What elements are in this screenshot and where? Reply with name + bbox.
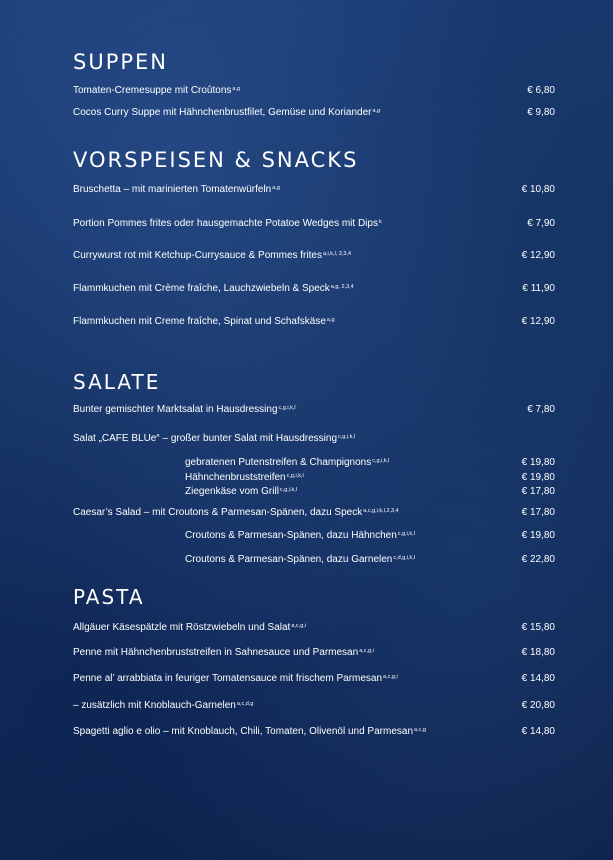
allergen-codes: a,g <box>232 86 241 92</box>
item-price: € 22,80 <box>521 554 555 565</box>
item-name: Caesar’s Salad – mit Croutons & Parmesan-Spänen, dazu Speck$^{a,c,g,i,k,l,2,3,4}$ <box>73 507 399 518</box>
item-name: Ziegenkäse vom Grill$^{c,g,i,k,l}$ <box>185 486 298 497</box>
item-price: € 12,90 <box>521 250 555 261</box>
allergen-codes: a,c,g,i <box>383 674 398 680</box>
item-price: € 10,80 <box>521 184 555 195</box>
allergen-codes: c,g,i,k,l <box>372 458 390 464</box>
item-name: Penne al’ arrabbiata in feuriger Tomatensauce mit frischem Parmesan$^{a,c,g,i}$ <box>73 673 398 684</box>
menu-item <box>73 471 555 485</box>
item-price: € 14,80 <box>521 673 555 684</box>
item-price: € 6,80 <box>527 85 555 96</box>
allergen-codes: a,c,g,i <box>291 623 307 629</box>
item-name: Tomaten-Cremesuppe mit Croûtons$^{a,g}$ <box>73 85 241 96</box>
item-name: Spagetti aglio e olio – mit Knoblauch, Chili, Tomaten, Olivenöl und Parmesan$^{a,c,g}$ <box>73 726 426 737</box>
allergen-codes: a,i,k,l, 2,3,4 <box>322 251 352 257</box>
menu-item <box>73 725 555 739</box>
section-title-vorspeisen: VORSPEISEN & SNACKS <box>73 148 359 172</box>
menu-item <box>73 699 555 713</box>
menu-item <box>73 183 555 197</box>
menu-item <box>73 506 555 520</box>
menu-item <box>73 217 555 231</box>
allergen-codes: c,g,i,k,l <box>278 405 296 411</box>
section-title-pasta: PASTA <box>73 585 145 609</box>
menu-item <box>73 672 555 686</box>
item-price: € 9,80 <box>527 107 555 118</box>
menu-item <box>73 646 555 660</box>
item-name: Croutons & Parmesan-Spänen, dazu Garnelen$^{c,d,g,i,k,l}$ <box>185 554 416 565</box>
section-title-salate: SALATE <box>73 370 161 394</box>
item-name: – zusätzlich mit Knoblauch-Garnelen$^{a,c,d,g}$ <box>73 700 254 711</box>
item-name: Portion Pommes frites oder hausgemachte Potatoe Wedges mit Dips$^k$ <box>73 218 382 229</box>
item-price: € 19,80 <box>521 457 555 468</box>
item-price: € 11,90 <box>522 283 555 294</box>
allergen-codes: a,c,g <box>414 727 426 733</box>
allergen-codes: k <box>378 219 382 225</box>
item-price: € 15,80 <box>521 622 555 633</box>
item-price: € 17,80 <box>521 486 555 497</box>
allergen-codes: a,c,g,i <box>359 648 374 654</box>
menu-item <box>73 106 555 120</box>
menu-item <box>73 553 555 567</box>
menu-item <box>73 432 555 446</box>
allergen-codes: c,g,i,k,l <box>286 473 304 479</box>
item-name: Flammkuchen mit Crème fraîche, Lauchzwiebeln & Speck$^{a,g, 2,3,4}$ <box>73 283 354 294</box>
item-name: Bruschetta – mit marinierten Tomatenwürfeln$^{a,g}$ <box>73 184 280 195</box>
allergen-codes: c,g,i,k,l <box>338 434 356 440</box>
section-title-suppen: SUPPEN <box>73 50 169 74</box>
menu-item <box>73 249 555 263</box>
menu-item <box>73 315 555 329</box>
item-name: Currywurst rot mit Ketchup-Currysauce & Pommes frites$^{a,i,k,l, 2,3,4}$ <box>73 250 352 261</box>
allergen-codes: c,g,i,k,l <box>397 531 415 537</box>
item-name: gebratenen Putenstreifen & Champignons$^{c,g,i,k,l}$ <box>185 457 390 468</box>
allergen-codes: a,c,g,i,k,l,2,3,4 <box>363 508 399 514</box>
item-price: € 18,80 <box>521 647 555 658</box>
item-price: € 7,90 <box>527 218 555 229</box>
menu-item <box>73 621 555 635</box>
item-price: € 19,80 <box>521 472 555 483</box>
item-name: Allgäuer Käsespätzle mit Röstzwiebeln und Salat$^{a,c,g,i}$ <box>73 622 307 633</box>
menu-item <box>73 529 555 543</box>
allergen-codes: a,g <box>272 185 280 191</box>
item-price: € 17,80 <box>521 507 555 518</box>
item-name: Flammkuchen mit Creme fraîche, Spinat und Schafskäse$^{a,g}$ <box>73 316 335 327</box>
item-price: € 19,80 <box>521 530 555 541</box>
item-name: Bunter gemischter Marktsalat in Hausdressing$^{c,g,i,k,l}$ <box>73 404 296 415</box>
allergen-codes: c,g,i,k,l <box>279 487 298 493</box>
menu-item <box>73 84 555 98</box>
allergen-codes: a,g, 2,3,4 <box>330 284 354 290</box>
allergen-codes: a,g <box>372 108 381 114</box>
allergen-codes: c,d,g,i,k,l <box>393 555 416 561</box>
menu-item <box>73 282 555 296</box>
item-name: Croutons & Parmesan-Spänen, dazu Hähnchen$^{c,g,i,k,l}$ <box>185 530 415 541</box>
item-price: € 14,80 <box>521 726 555 737</box>
item-name: Cocos Curry Suppe mit Hähnchenbrustfilet, Gemüse und Koriander$^{a,g}$ <box>73 107 381 118</box>
item-price: € 20,80 <box>521 700 555 711</box>
item-name: Penne mit Hähnchenbruststreifen in Sahnesauce und Parmesan$^{a,c,g,i}$ <box>73 647 374 658</box>
menu-item <box>73 485 555 499</box>
item-price: € 12,90 <box>521 316 555 327</box>
item-name: Hähnchenbruststreifen$^{c,g,i,k,l}$ <box>185 472 304 483</box>
item-price: € 7,80 <box>527 404 555 415</box>
menu-item <box>73 456 555 470</box>
allergen-codes: a,c,d,g <box>236 701 254 707</box>
allergen-codes: a,g <box>326 317 335 323</box>
menu-item <box>73 403 555 417</box>
item-name: Salat „CAFE BLUe“ – großer bunter Salat mit Hausdressing$^{c,g,i,k,l}$ <box>73 433 356 444</box>
